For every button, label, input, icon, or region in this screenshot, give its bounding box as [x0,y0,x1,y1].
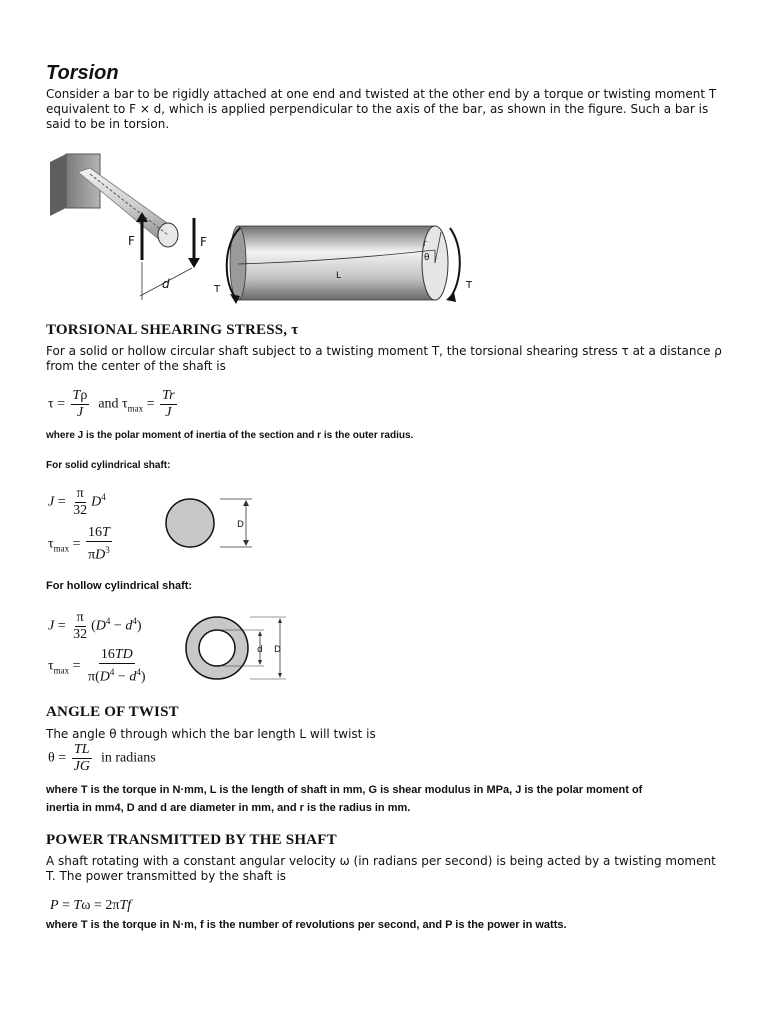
power-line-1: A shaft rotating with a constant angular velocity ω (in radians per second) is being acted by a twisting moment [46,854,716,868]
intro-line-2: equivalent to F × d, which is applied perpendicular to the axis of the bar, as shown in the figure. Such a bar is [46,102,709,116]
power-formula: P = Tω = 2πTf [50,898,132,913]
radius-label: r [423,239,427,249]
intro-paragraph [46,87,716,132]
power-heading: POWER TRANSMITTED BY THE SHAFT [46,832,337,848]
dim-label-d: d [162,277,170,291]
inner-diameter-label: d [257,645,263,655]
page-title: Torsion [46,62,119,84]
shear-paragraph [46,344,722,374]
hollow-inner-circle [199,630,235,666]
angle-of-twist-heading: ANGLE OF TWIST [46,704,179,720]
solid-shaft-formulas: J = $\frac{\pi}{32}$ $D^4$ $\tau_{max}$ = $\frac{16T}{\pi D^3}$ [48,486,110,563]
torque-label-left: T [214,284,221,295]
intro-line-3: said to be in torsion. [46,117,170,131]
power-paragraph [46,854,716,884]
solid-diameter-label: D [237,520,244,530]
shear-stress-heading: TORSIONAL SHEARING STRESS, τ [46,322,299,338]
force-label-left: F [128,234,135,248]
hollow-shaft-label: For hollow cylindrical shaft: [46,580,193,592]
force-arrowhead-down [188,258,200,268]
intro-line-1: Consider a bar to be rigidly attached at one end and twisted at the other end by a torque or twisting moment T [46,87,717,101]
hollow-shaft-formulas: J = $\frac{\pi}{32}$ $(D^4 - d^4)$ $\tau_{max}$ = $\frac{16TD}{\pi(D^4 - d^4)}$ [48,610,146,685]
length-label: L [336,271,342,281]
wall-side [50,154,66,216]
twist-note-line-2: inertia in mm4, D and d are diameter in mm, and r is the radius in mm. [46,802,411,814]
shear-stress-formula: τ = $\frac{T\rho}{J}$ and $\tau_{max}$ = $\frac{Tr}{J}$ [48,388,175,420]
torque-arrow-right [450,228,460,298]
solid-shaft-section [160,488,260,558]
twist-line-1: The angle θ through which the bar length L will twist is [46,727,376,741]
power-line-2: T. The power transmitted by the shaft is [46,869,287,883]
cantilever-bar-figure [46,150,216,305]
outer-diameter-label: D [274,645,281,655]
power-note: where T is the torque in N·m, f is the number of revolutions per second, and P is the power in watts. [46,919,567,931]
hollow-shaft-section [180,612,290,684]
in-radians-text: in radians [100,750,156,766]
shear-line-2: from the center of the shaft is [46,359,226,373]
shear-line-1: For a solid or hollow circular shaft subject to a twisting moment T, the torsional shearing stress τ at a distance ρ [46,344,722,358]
force-label-right: F [200,235,207,249]
theta-label: θ [424,253,430,263]
solid-circle [166,499,214,547]
twist-note-line-1: where T is the torque in N·mm, L is the length of shaft in mm, G is shear modulus in MPa, J is the polar moment of [46,784,643,796]
polar-moment-note: where J is the polar moment of inertia of the section and r is the outer radius. [46,430,414,441]
twisted-cylinder-figure [210,220,480,308]
solid-shaft-label: For solid cylindrical shaft: [46,460,171,471]
torque-label-right: T [466,280,473,291]
twist-note [46,781,642,817]
angle-of-twist-formula: θ = $\frac{TL}{JG}$ in radians [48,742,156,774]
